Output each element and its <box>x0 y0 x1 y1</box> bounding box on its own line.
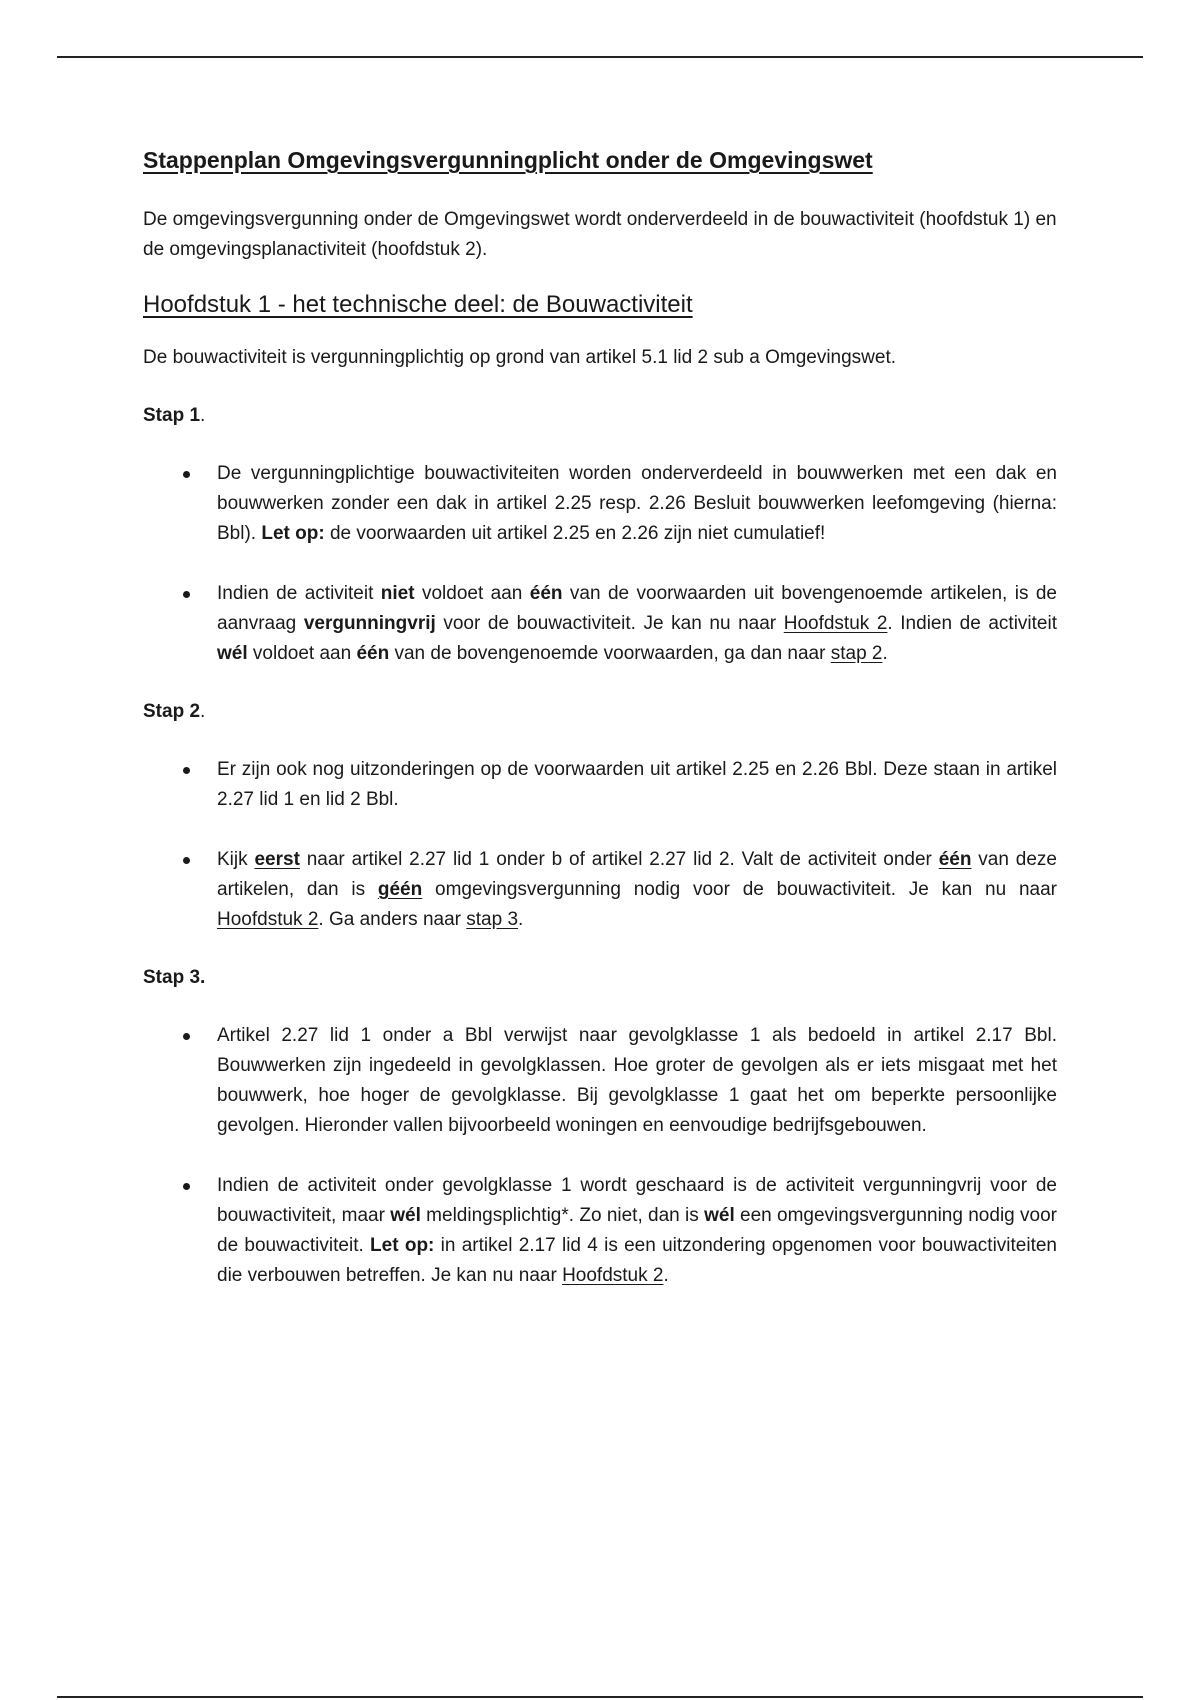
document-page <box>143 143 1057 1291</box>
step-2-label: Stap 2. <box>143 701 206 722</box>
bullet-icon <box>183 591 190 598</box>
list-item: Artikel 2.27 lid 1 onder a Bbl verwijst naar gevolgklasse 1 als bedoeld in artikel 2.17 Bbl. Bouwwerken zijn ingedeeld in gevolgklassen. Hoe groter de gevolgen als er iets misgaat met het bouwwerk, hoe hoger de gevolgklasse. Bij gevolgklasse 1 gaat het om beperkte persoonlijke gevolgen. Hieronder vallen bijvoorbeeld woningen en eenvoudige bedrijfsgebouwen. <box>143 1021 1057 1141</box>
link-hoofdstuk-2[interactable]: Hoofdstuk 2 <box>783 613 888 634</box>
step-2-list <box>143 755 1057 935</box>
link-stap-3[interactable]: stap 3 <box>466 909 519 930</box>
step-3-label: Stap 3. <box>143 967 206 988</box>
step-3-list <box>143 1021 1057 1291</box>
chapter-1-heading: Hoofdstuk 1 - het technische deel: de Bouwactiviteit <box>143 291 693 318</box>
bullet-icon <box>183 1033 190 1040</box>
document-title: Stappenplan Omgevingsvergunningplicht onder de Omgevingswet <box>143 147 873 173</box>
list-item: De vergunningplichtige bouwactiviteiten worden onderverdeeld in bouwwerken met een dak en bouwwerken zonder een dak in artikel 2.25 resp. 2.26 Besluit bouwwerken leefomgeving (hierna: Bbl). Let op: de voorwaarden uit artikel 2.25 en 2.26 zijn niet cumulatief! <box>143 459 1057 549</box>
list-item: Kijk eerst naar artikel 2.27 lid 1 onder b of artikel 2.27 lid 2. Valt de activiteit onder één van deze artikelen, dan is géén omgevingsvergunning nodig voor de bouwactiviteit. Je kan nu naar Hoofdstuk 2. Ga anders naar stap 3. <box>143 845 1057 935</box>
footer-rule <box>57 1696 1143 1698</box>
list-item: Er zijn ook nog uitzonderingen op de voorwaarden uit artikel 2.25 en 2.26 Bbl. Deze staan in artikel 2.27 lid 1 en lid 2 Bbl. <box>143 755 1057 815</box>
link-stap-2[interactable]: stap 2 <box>830 643 883 664</box>
bullet-icon <box>183 1183 190 1190</box>
link-hoofdstuk-2[interactable]: Hoofdstuk 2 <box>562 1265 664 1286</box>
list-item: Indien de activiteit niet voldoet aan één van de voorwaarden uit bovengenoemde artikelen, is de aanvraag vergunningvrij voor de bouwactiviteit. Je kan nu naar Hoofdstuk 2. Indien de activiteit wél voldoet aan één van de bovengenoemde voorwaarden, ga dan naar stap 2. <box>143 579 1057 669</box>
bullet-icon <box>183 857 190 864</box>
list-item: Indien de activiteit onder gevolgklasse 1 wordt geschaard is de activiteit vergunningvrij voor de bouwactiviteit, maar wél meldingsplichtig*. Zo niet, dan is wél een omgevingsvergunning nodig voor de bouwactiviteit. Let op: in artikel 2.17 lid 4 is een uitzondering opgenomen voor bouwactiviteiten die verbouwen betreffen. Je kan nu naar Hoofdstuk 2. <box>143 1171 1057 1291</box>
intro-paragraph: De omgevingsvergunning onder de Omgevingswet wordt onderverdeeld in de bouwactiviteit (hoofdstuk 1) en de omgevingsplanactiviteit (hoofdstuk 2). <box>143 209 1057 260</box>
step-1-label: Stap 1. <box>143 405 206 426</box>
step-1-list <box>143 459 1057 669</box>
chapter-1-lead: De bouwactiviteit is vergunningplichtig op grond van artikel 5.1 lid 2 sub a Omgevingswet. <box>143 347 897 368</box>
bullet-icon <box>183 471 190 478</box>
header-rule <box>57 56 1143 58</box>
bullet-icon <box>183 767 190 774</box>
link-hoofdstuk-2[interactable]: Hoofdstuk 2 <box>217 909 319 930</box>
